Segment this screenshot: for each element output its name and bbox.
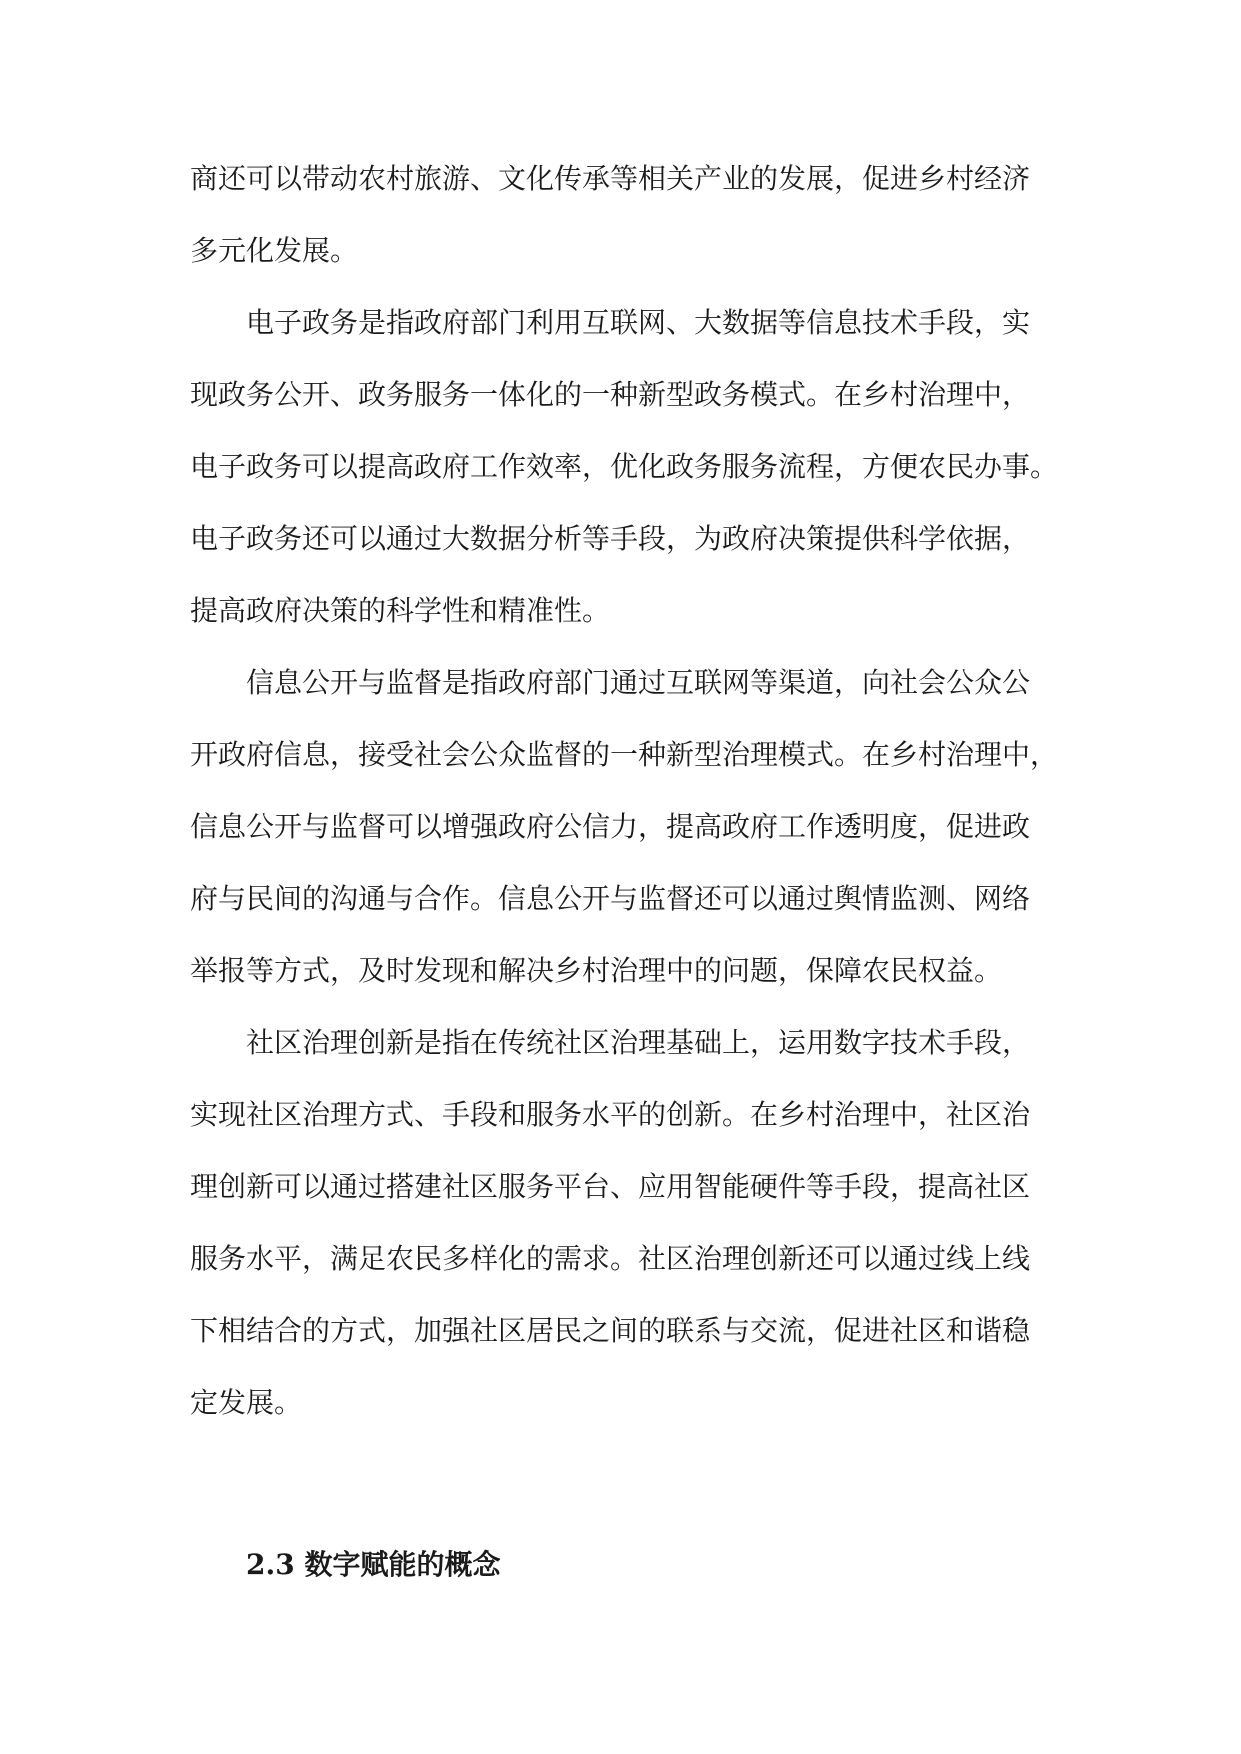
text-line: 现政务公开、政务服务一体化的一种新型政务模式。在乡村治理中，	[190, 378, 1031, 411]
text-line: 举报等方式，及时发现和解决乡村治理中的问题，保障农民权益。	[190, 954, 1003, 987]
text-line: 多元化发展。	[190, 234, 359, 267]
text-line: 电子政务是指政府部门利用互联网、大数据等信息技术手段，实	[246, 306, 1031, 339]
paragraph-information-disclosure	[190, 647, 1060, 1007]
section-heading: 2.3 数字赋能的概念	[246, 1548, 501, 1581]
text-line: 理创新可以通过搭建社区服务平台、应用智能硬件等手段，提高社区	[190, 1170, 1031, 1203]
text-line: 电子政务可以提高政府工作效率，优化政务服务流程，方便农民办事。	[190, 450, 1059, 483]
text-line: 府与民间的沟通与合作。信息公开与监督还可以通过舆情监测、网络	[190, 882, 1031, 915]
text-line: 电子政务还可以通过大数据分析等手段，为政府决策提供科学依据，	[190, 522, 1031, 555]
text-line: 服务水平，满足农民多样化的需求。社区治理创新还可以通过线上线	[190, 1242, 1031, 1275]
text-line: 信息公开与监督是指政府部门通过互联网等渠道，向社会公众公	[246, 666, 1031, 699]
text-line: 开政府信息，接受社会公众监督的一种新型治理模式。在乡村治理中，	[190, 738, 1059, 771]
text-line: 下相结合的方式，加强社区居民之间的联系与交流，促进社区和谐稳	[190, 1314, 1031, 1347]
paragraph-community-governance	[190, 1007, 1060, 1439]
body-text	[190, 143, 1060, 1439]
paragraph-ecommerce-continued	[190, 143, 1060, 287]
text-line: 定发展。	[190, 1386, 303, 1419]
text-line: 信息公开与监督可以增强政府公信力，提高政府工作透明度，促进政	[190, 810, 1031, 843]
paragraph-e-government	[190, 287, 1060, 647]
text-line: 提高政府决策的科学性和精准性。	[190, 594, 611, 627]
text-line: 社区治理创新是指在传统社区治理基础上，运用数字技术手段，	[246, 1026, 1031, 1059]
text-line: 商还可以带动农村旅游、文化传承等相关产业的发展，促进乡村经济	[190, 162, 1031, 195]
text-line: 实现社区治理方式、手段和服务水平的创新。在乡村治理中，社区治	[190, 1098, 1031, 1131]
